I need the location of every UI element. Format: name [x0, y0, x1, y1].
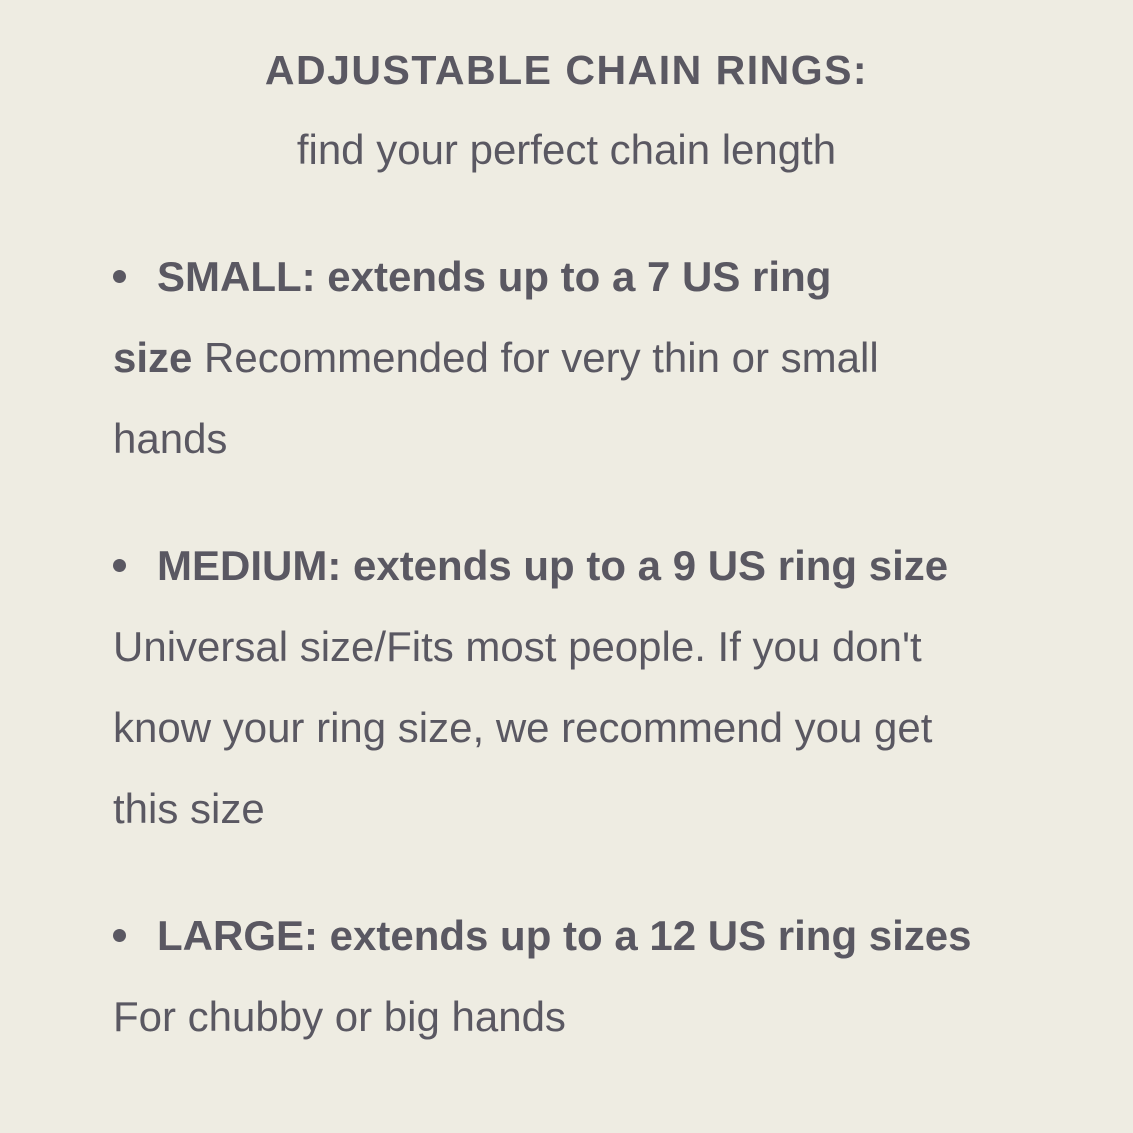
- regular-text: For chubby or big hands: [113, 993, 566, 1040]
- bold-text: MEDIUM: extends up to a 9 US ring size: [157, 542, 949, 589]
- regular-text: hands: [113, 415, 228, 462]
- size-option-small: [113, 236, 1073, 479]
- page-title: ADJUSTABLE CHAIN RINGS:: [264, 47, 869, 93]
- text-line: [113, 895, 1073, 976]
- text-line: [113, 768, 1073, 849]
- text-line: [113, 398, 1073, 479]
- text-line: [113, 236, 1073, 317]
- regular-text: Recommended for very thin or small: [192, 334, 879, 381]
- text-line: [113, 525, 1073, 606]
- text-line: [113, 976, 1073, 1057]
- text-line: [113, 606, 1073, 687]
- size-option-large: [113, 895, 1073, 1057]
- regular-text: know your ring size, we recommend you get: [113, 704, 933, 751]
- bullet-icon: [113, 559, 126, 572]
- regular-text: this size: [113, 785, 265, 832]
- header: [0, 0, 1133, 190]
- bullet-icon: [113, 929, 126, 942]
- regular-text: Universal size/Fits most people. If you don't: [113, 623, 922, 670]
- size-option-medium: [113, 525, 1073, 849]
- bullet-icon: [113, 270, 126, 283]
- text-line: [113, 317, 1073, 398]
- bold-text: size: [113, 334, 193, 381]
- text-line: [113, 687, 1073, 768]
- bold-text: LARGE: extends up to a 12 US ring sizes: [157, 912, 972, 959]
- bold-text: SMALL: extends up to a 7 US ring: [157, 253, 832, 300]
- size-options-list: [0, 236, 1133, 1057]
- page-subtitle: find your perfect chain length: [296, 126, 837, 173]
